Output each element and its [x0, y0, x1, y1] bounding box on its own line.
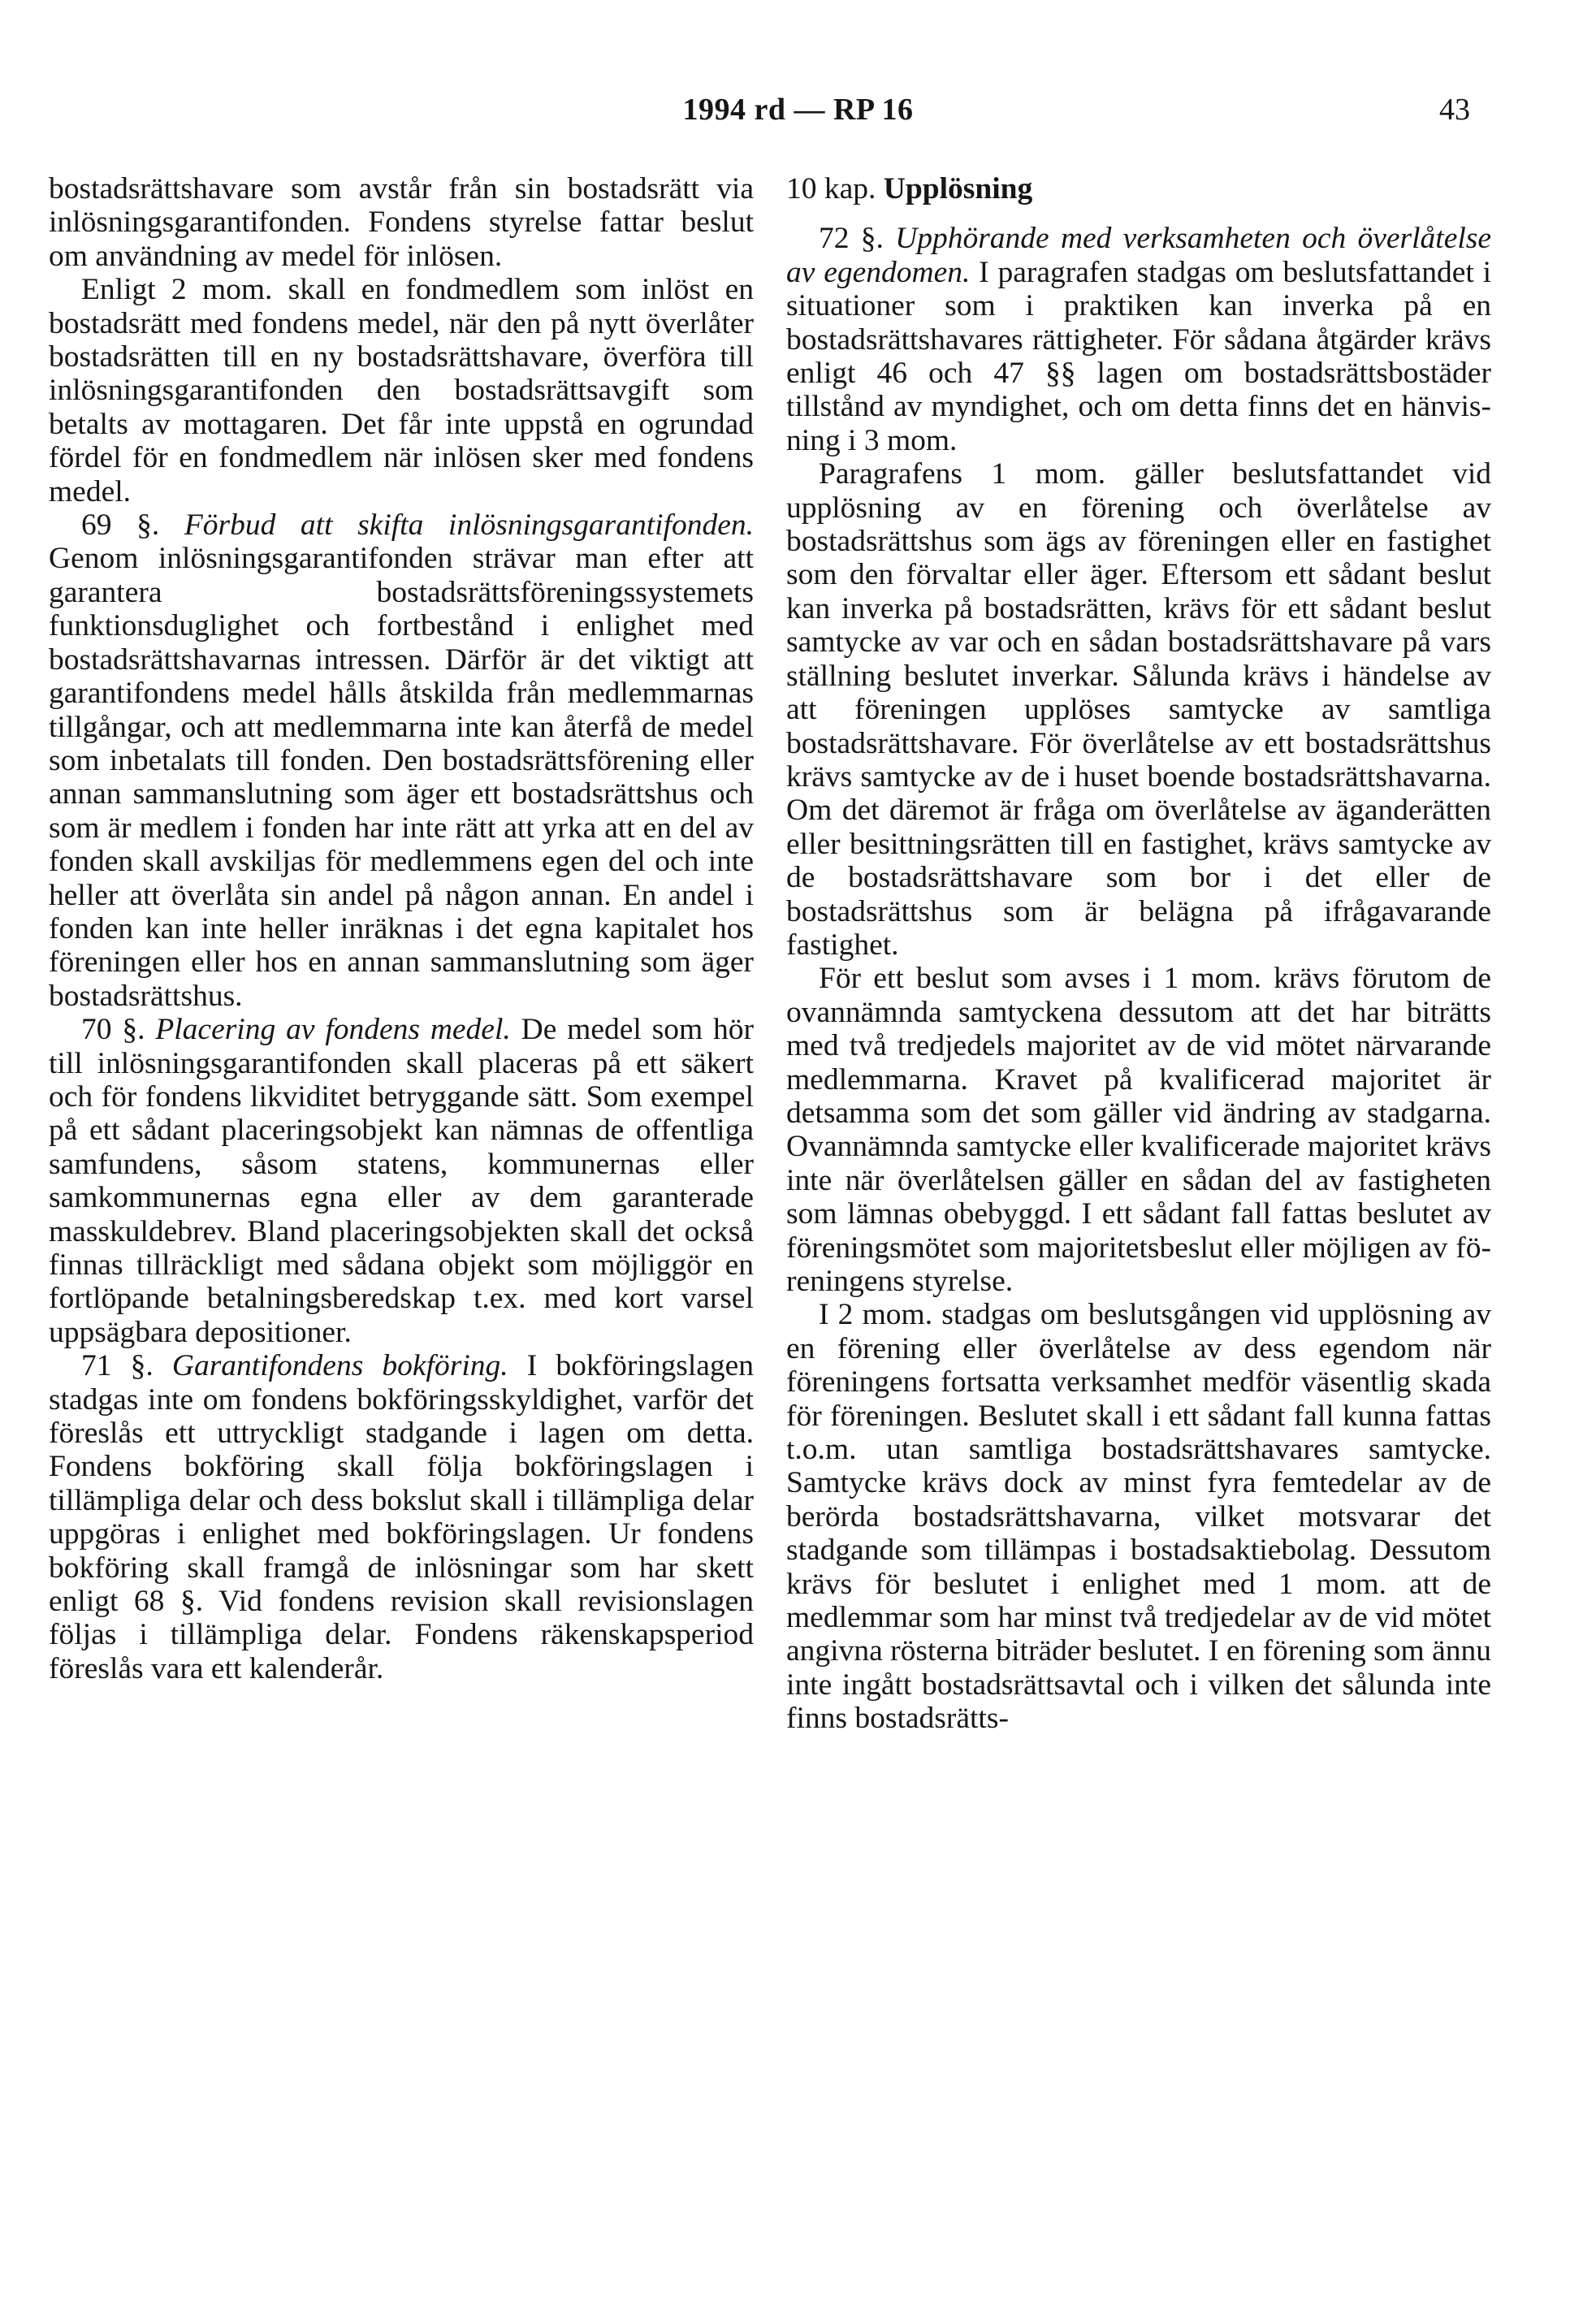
section-number: 72 §. [819, 222, 884, 256]
section-title: Upphörande med verksamheten och överlåtelse av egendomen. [786, 222, 1491, 289]
section-69 [49, 508, 754, 1013]
paragraph: Paragrafens 1 mom. gäller beslutsfattandet vid upplösning av en förening och överlåtelse av bostadsrättshus som ägs av föreningen eller en fastighet som den förvaltar eller äger. Eftersom ett sådant beslut kan inverka på bostadsrätten, krävs för ett sådant beslut samtycke av var och en sådan bostadsrättshavare på vars ställning beslutet inverkar. Sålunda krävs i händelse av att föreningen upplöses samtycke av samtliga bostadsrättshavare. För överlåtelse av ett bostadsrättshus krävs samtycke av de i huset boende bostadsrättshavarna. Om det däremot är fråga om överlåtelse av äganderätten eller besittningsrätten till en fastighet, krävs samtycke av de bostadsrättshavare som bor i det eller de bostadsrättshus som är belägna på ifrågavarande fastighet. [786, 457, 1491, 962]
section-70 [49, 1013, 754, 1349]
running-head: 1994 rd — RP 16 [682, 93, 914, 127]
paragraph: För ett beslut som avses i 1 mom. krävs förutom de ovannämnda samtyckena dessutom att det har biträtts med två tredjedels majoritet av de vid mötet närvarande medlemmarna. Kravet på kvalificerad majoritet är detsamma som det som gäller vid ändring av stadgarna. Ovannämnda samtycke eller kvalificerade majoritet krävs inte när överlåtelsen gäller en sådan del av fastigheten som lämnas obebyggd. I ett sådant fall fattas beslutet av föreningsmötet som majoritetsbeslut eller möjligen av föreningens styrelse. [786, 962, 1491, 1298]
page-header [0, 85, 1596, 134]
chapter-number: 10 kap. [786, 172, 876, 205]
section-number: 70 §. [81, 1013, 145, 1047]
chapter-heading [786, 172, 1491, 205]
section-title: Placering av fondens medel. [155, 1013, 511, 1047]
section-72 [786, 222, 1491, 457]
section-71 [49, 1349, 754, 1685]
section-number: 71 §. [81, 1349, 154, 1383]
section-text: I paragrafen stadgas om beslutsfattandet i situationer som i praktiken kan inverka på en bostadsrättshavares rättigheter. För sådana åtgärder krävs enligt 46 och 47 §§ lagen om bostadsrättsbostäder tillstånd av myndighet, och om detta finns det en hänvisning i 3 mom. [786, 255, 1492, 457]
right-column [786, 172, 1491, 1736]
paragraph: I 2 mom. stadgas om beslutsgången vid upplösning av en förening eller överlåtelse av dess egendom när föreningens fortsatta verksamhet medför väsentlig skada för föreningen. Beslutet skall i ett sådant fall kunna fattas t.o.m. utan samtliga bostadsrättshavares samtycke. Samtycke krävs dock av minst fyra femtedelar av de berörda bostadsrättshavarna, vilket motsvarar det stadgande som tillämpas i bostadsaktiebolag. Dessutom krävs för beslutet i enlighet med 1 mom. att de medlemmar som har minst två tredjedelar av de vid mötet angivna rösterna biträder beslutet. I en förening som ännu inte ingått bostadsrättsavtal och i vilken det sålunda inte finns bostadsrätts- [786, 1298, 1491, 1736]
page-number: 43 [1439, 93, 1470, 127]
section-title: Förbud att skifta inlösningsgarantifonden. [184, 508, 754, 543]
section-title: Garantifondens bokföring. [171, 1349, 508, 1383]
paragraph: bostadsrättshavare som avstår från sin bostadsrätt via inlösningsgarantifonden. Fondens styrelse fattar beslut om användning av medel för inlösen. [49, 172, 754, 273]
section-text: I bokföringslagen stadgas inte om fondens bokföringsskyldighet, varför det föreslås ett uttryckligt stadgande i lagen om detta. Fondens bokföring skall följa bokföringslagen i tillämpliga delar och dess bokslut skall i tillämpliga delar uppgöras i enlighet med bokföringslagen. Ur fondens bokföring skall framgå de inlösningar som har skett enligt 68 §. Vid fondens revision skall revisionslagen följas i tillämpliga delar. Fondens räkenskapsperiod föreslås vara ett kalenderår. [49, 1349, 755, 1685]
section-text: De medel som hör till inlösningsgarantifonden skall placeras på ett säkert och för fondens likviditet betryggande sätt. Som exempel på ett sådant placeringsobjekt kan nämnas de offentliga samfundens, såsom statens, kommunernas eller samkommunernas egna eller av dem garanterade masskuldebrev. Bland placeringsobjekten skall det också finnas tillräckligt med sådana objekt som möjliggör en fortlöpande betalningsberedskap t.ex. med kort varsel uppsägbara depositioner. [49, 1013, 755, 1349]
left-column [49, 172, 754, 1685]
section-number: 69 §. [81, 508, 160, 543]
paragraph: Enligt 2 mom. skall en fondmedlem som inlöst en bostadsrätt med fondens medel, när den på nytt överlåter bostadsrätten till en ny bostadsrättshavare, överföra till inlösningsgarantifonden den bostadsrättsavgift som betalts av mottagaren. Det får inte uppstå en ogrundad fördel för en fondmedlem när inlösen sker med fondens medel. [49, 273, 754, 508]
chapter-title: Upplösning [883, 172, 1033, 205]
section-text: Genom inlösningsgarantifonden strävar man efter att garantera bostadsrättsföreningssystemets funktionsduglighet och fortbestånd i enlighet med bostadsrättshavarnas intressen. Därför är det viktigt att garantifondens medel hålls åtskilda från medlemmarnas tillgångar, och att medlemmarna inte kan återfå de medel som inbetalats till fonden. Den bostadsrättsförening eller annan sammanslutning som äger ett bostadsrättshus och som är medlem i fonden har inte rätt att yrka att en del av fonden skall avskiljas för medlemmens egen del och inte heller att överlåta sin andel på någon annan. En andel i fonden kan inte heller inräknas i det egna kapitalet hos föreningen eller hos en annan sammanslutning som äger bostadsrättshus. [49, 542, 754, 1013]
